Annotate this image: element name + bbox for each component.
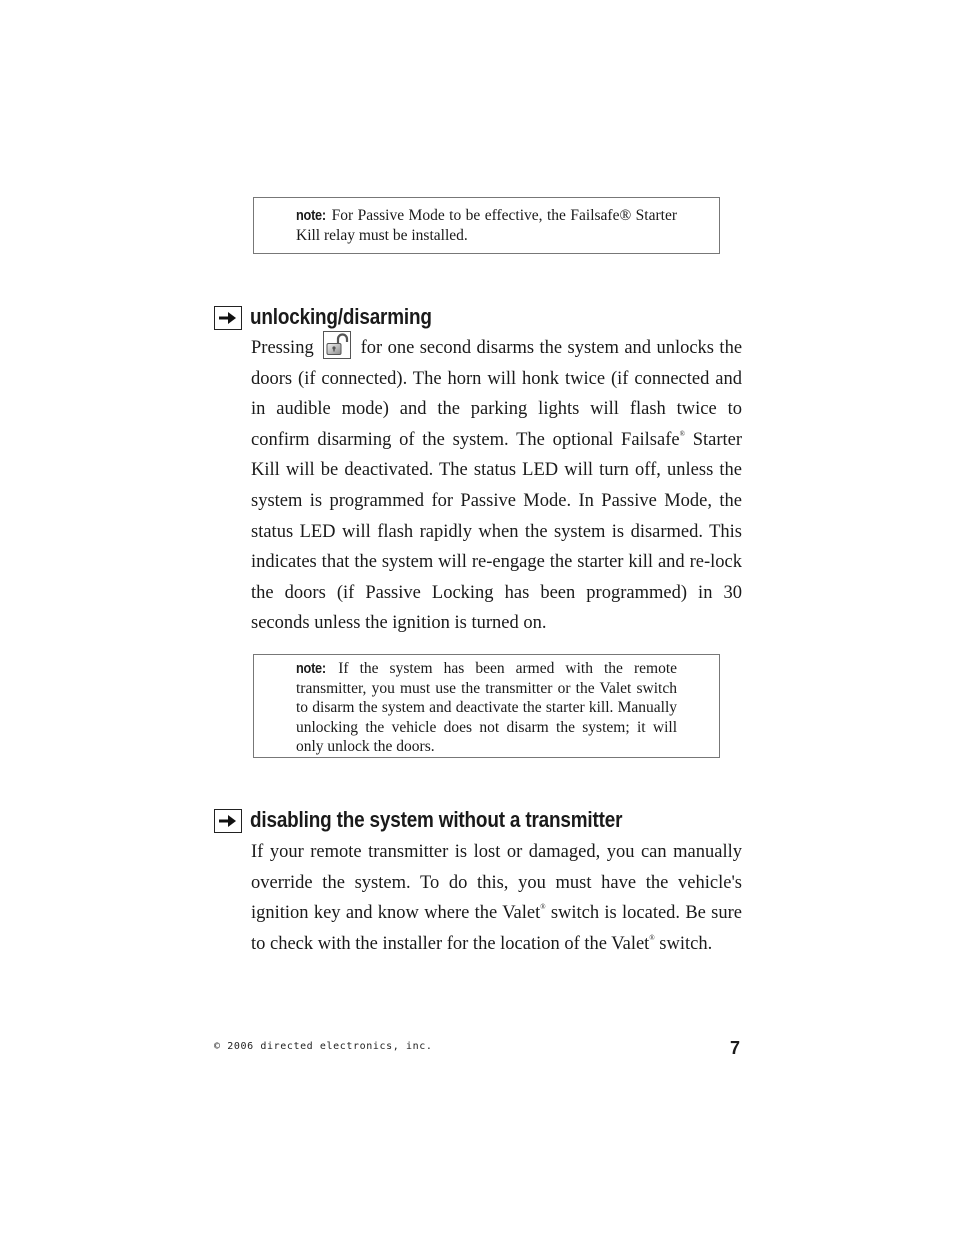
unlock-icon [323, 331, 351, 359]
body-text-part3: switch. [659, 933, 713, 954]
registered-mark: ® [679, 429, 685, 438]
page-number: 7 [730, 1038, 741, 1058]
body-text-part2: switch is located. Be sure to check with the installer for the location of the Valet [251, 903, 742, 954]
note-text: For Passive Mode to be effective, the Failsafe® Starter Kill relay must be installed. [296, 207, 677, 244]
body-text-part1: for one second disarms the system and unlocks the doors (if connected). The horn will honk twice (if connected and in audible mode) and the parking lights will flash twice to confirm disarming of the system. The optional Failsafe [251, 338, 743, 450]
note-box-passive-mode [253, 197, 720, 254]
note-label: note: [296, 660, 326, 677]
registered-mark: ® [649, 933, 655, 942]
arrow-right-icon [214, 306, 242, 330]
note-box-disarm [253, 654, 720, 758]
section-heading: disabling the system without a transmitter [250, 807, 623, 832]
section-heading: unlocking/disarming [250, 304, 432, 329]
note-label: note: [296, 207, 326, 224]
footer-copyright: © 2006 directed electronics, inc. [214, 1041, 433, 1052]
body-text-part2: Starter Kill will be deactivated. The status LED will turn off, unless the system is programmed for Passive Mode. In Passive Mode, the status LED will flash rapidly when the system is disarmed. This indicates that the system will re-engage the starter kill and re-lock the doors (if Passive Locking has been programmed) in 30 seconds unless the ignition is turned on. [251, 429, 743, 634]
arrow-right-icon [214, 809, 242, 833]
section-body-unlocking [251, 333, 742, 639]
section-body-disabling [251, 837, 742, 959]
body-text-lead: Pressing [251, 338, 314, 358]
body-text-part1: If your remote transmitter is lost or damaged, you can manually override the system. To do this, you must have the vehicle's ignition key and know where the Valet [251, 842, 742, 924]
note-text: If the system has been armed with the remote transmitter, you must use the transmitter or the Valet switch to disarm the system and deactivate the starter kill. Manually unlocking the vehicle does not disarm the system; it will only unlock the doors. [296, 660, 678, 756]
registered-mark: ® [540, 903, 546, 912]
